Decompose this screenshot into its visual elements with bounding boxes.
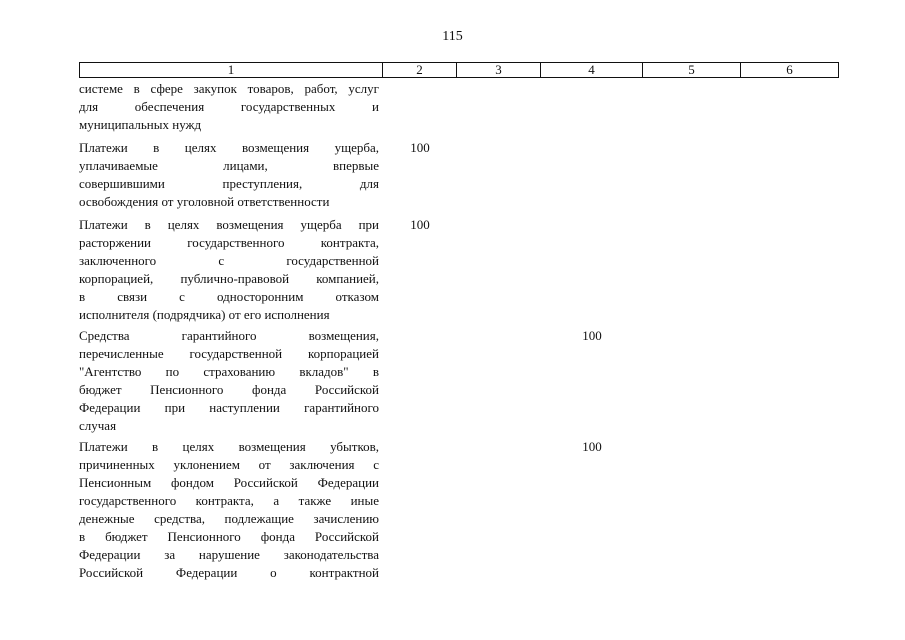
description-line: системе в сфере закупок товаров, работ, услуг (79, 81, 379, 96)
description-line: в бюджет Пенсионного фонда Российской (79, 529, 379, 544)
row-description (79, 139, 379, 211)
description-line: муниципальных нужд (79, 117, 202, 132)
description-line: корпорацией, публично-правовой компанией, (79, 271, 379, 286)
description-line: для обеспечения государственных и (79, 99, 379, 114)
description-line: государственного контракта, а также иные (79, 493, 379, 508)
col-2-value: 100 (410, 217, 430, 232)
description-line: "Агентство по страхованию вкладов" в (79, 364, 379, 379)
description-line: денежные средства, подлежащие зачислению (79, 511, 379, 526)
description-line: Федерации за нарушение законодательства (79, 547, 379, 562)
description-line: исполнителя (подрядчика) от его исполнения (79, 307, 330, 322)
description-line: Платежи в целях возмещения ущерба, (79, 140, 379, 155)
description-line: Платежи в целях возмещения убытков, (79, 439, 379, 454)
description-line: Федерации при наступлении гарантийного (79, 400, 379, 415)
table-header-row (79, 62, 839, 78)
description-line: освобождения от уголовной ответственности (79, 194, 330, 209)
row-description (79, 438, 379, 582)
row-description (79, 327, 379, 435)
description-line: в связи с односторонним отказом (79, 289, 379, 304)
description-line: случая (79, 418, 117, 433)
description-line: причиненных уклонением от заключения с (79, 457, 379, 472)
header-col-5: 5 (643, 63, 741, 77)
header-col-6: 6 (786, 62, 793, 77)
description-line: бюджет Пенсионного фонда Российской (79, 382, 379, 397)
col-4-value: 100 (582, 328, 602, 343)
description-line: Российской Федерации о контрактной (79, 565, 379, 580)
row-description (79, 216, 379, 324)
description-line: Платежи в целях возмещения ущерба при (79, 217, 379, 232)
description-line: совершившими преступления, для (79, 176, 379, 191)
description-line: расторжении государственного контракта, (79, 235, 379, 250)
header-col-3: 3 (457, 63, 541, 77)
col-4-value: 100 (582, 439, 602, 454)
description-line: Пенсионным фондом Российской Федерации (79, 475, 379, 490)
header-col-1: 1 (80, 63, 383, 77)
description-line: заключенного с государственной (79, 253, 379, 268)
col-2-value: 100 (410, 140, 430, 155)
description-line: уплачиваемые лицами, впервые (79, 158, 379, 173)
description-line: Средства гарантийного возмещения, (79, 328, 379, 343)
description-line: перечисленные государственной корпорацией (79, 346, 379, 361)
page-number: 115 (442, 29, 463, 44)
header-col-4: 4 (541, 63, 643, 77)
row-description (79, 80, 379, 134)
header-col-2: 2 (383, 63, 457, 77)
